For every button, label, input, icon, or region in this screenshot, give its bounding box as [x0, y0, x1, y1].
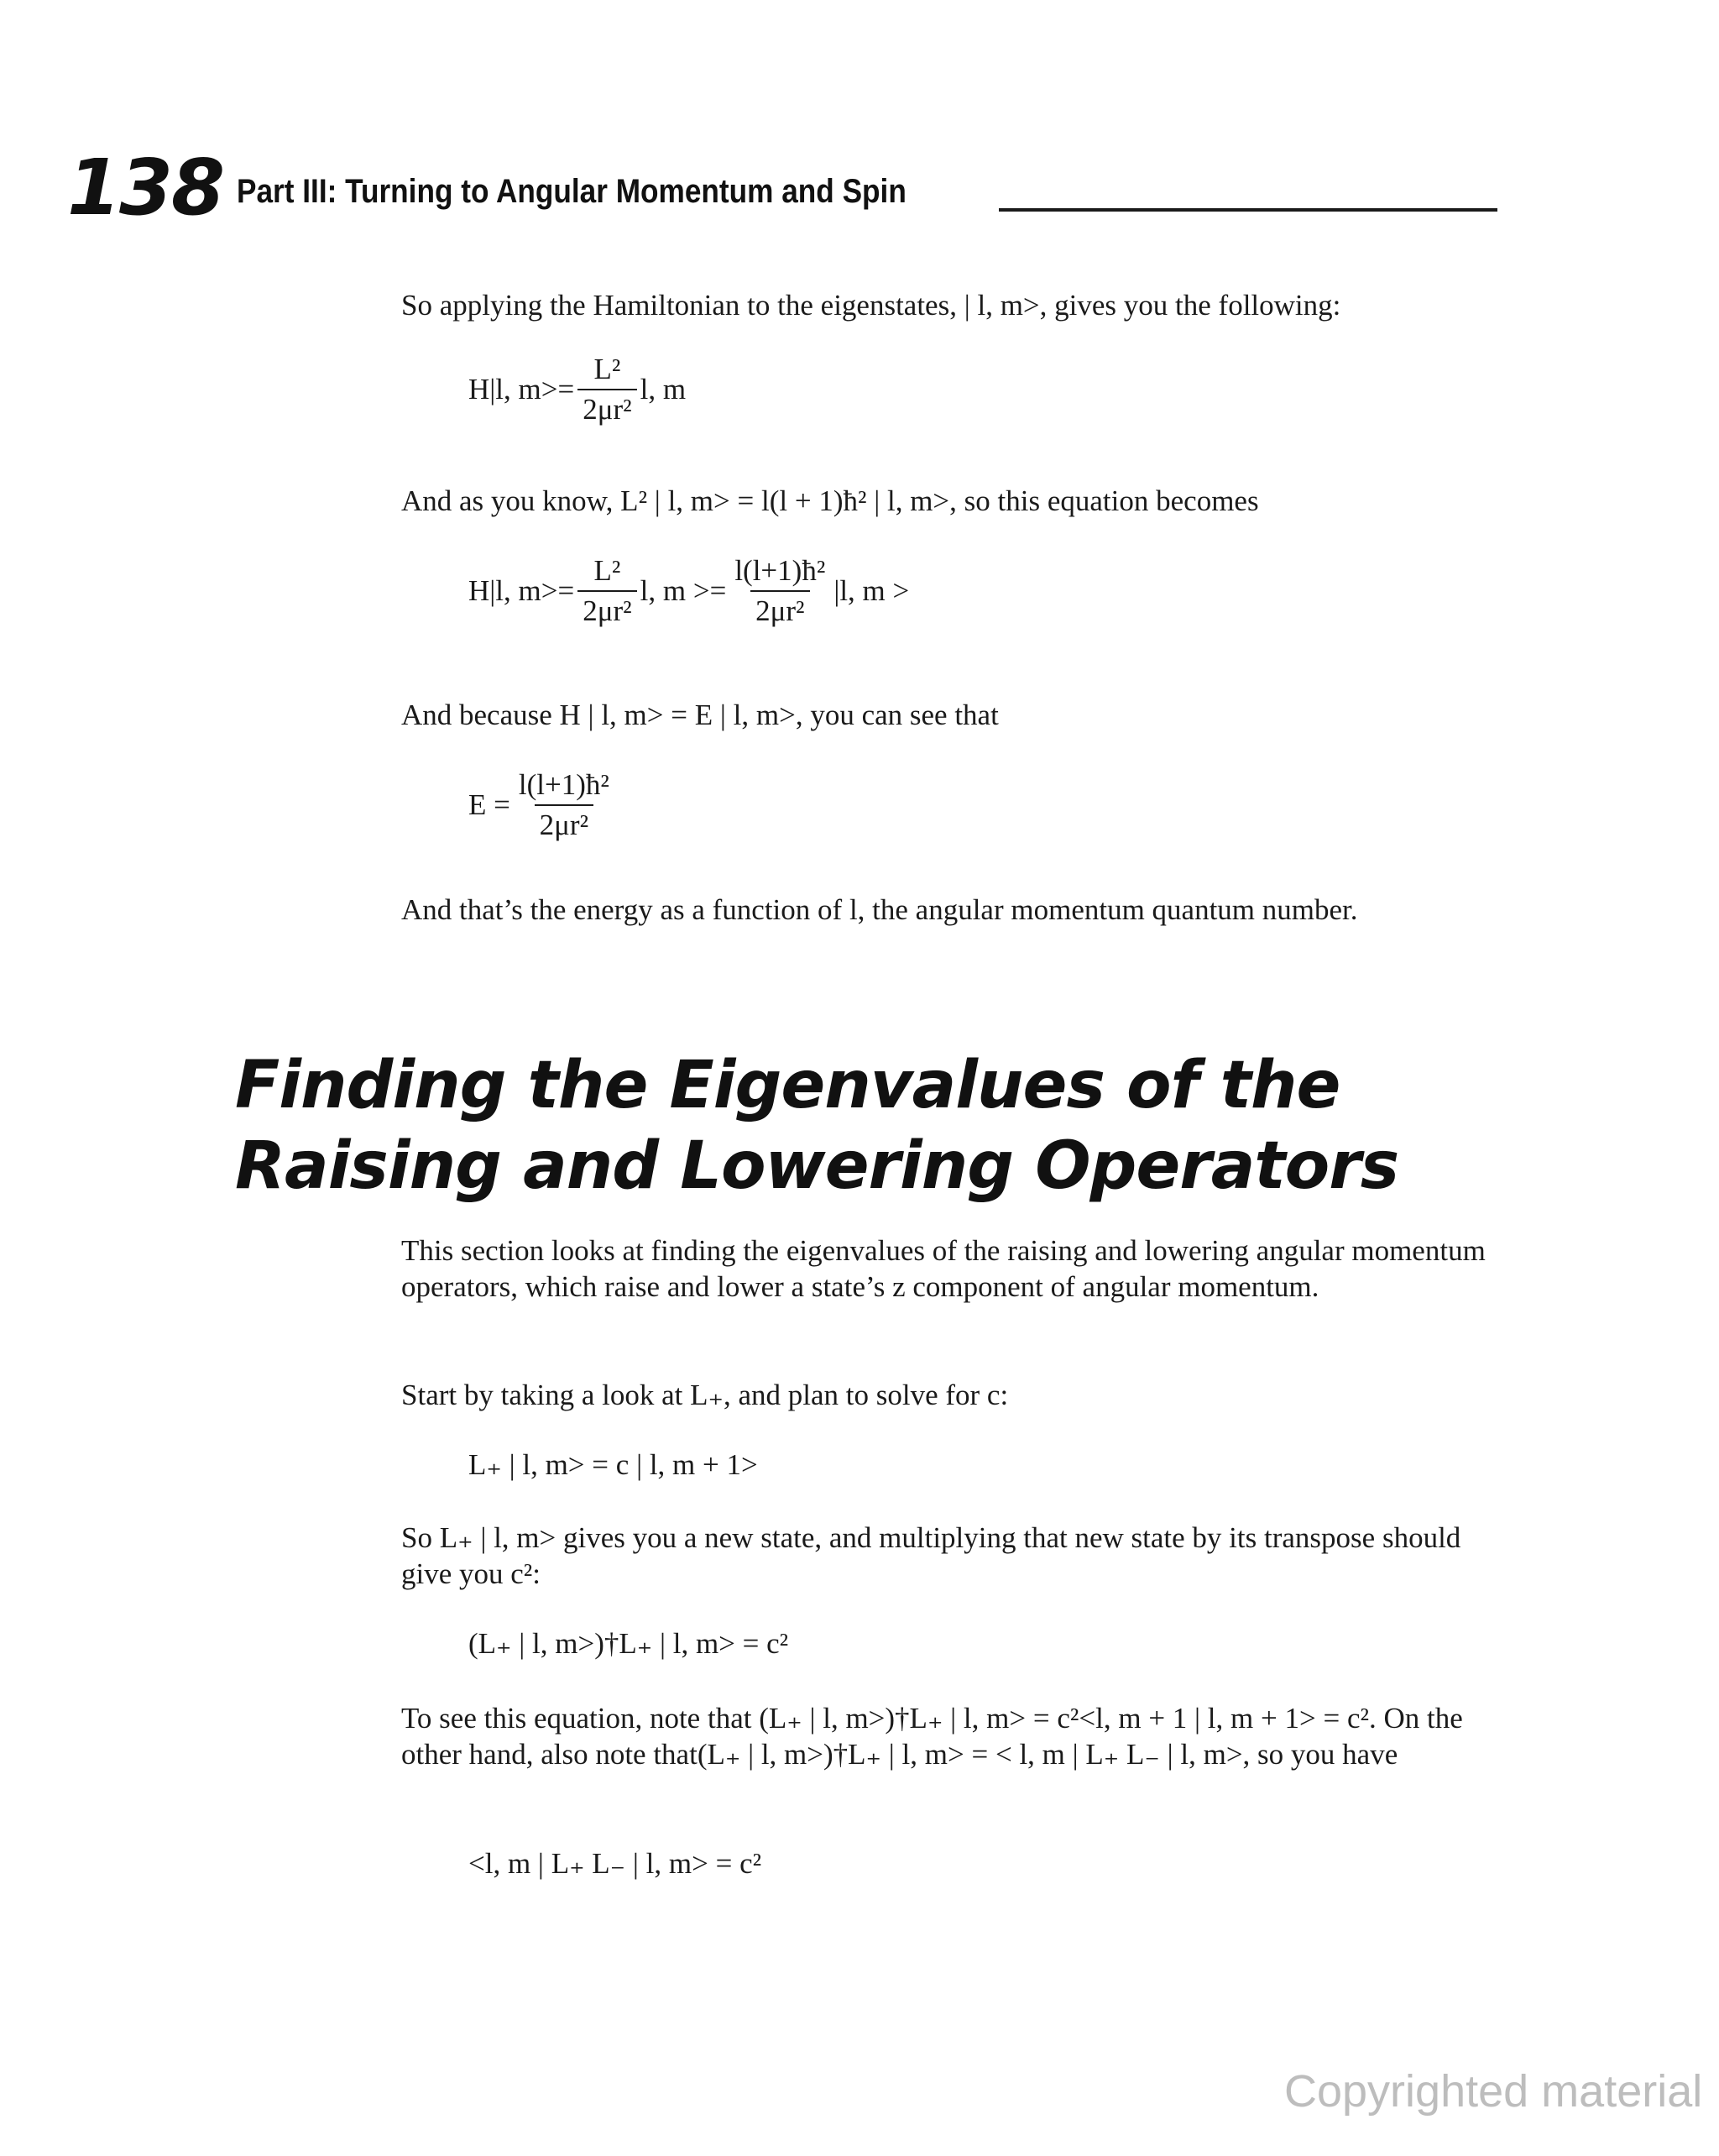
eq1-numerator: L²: [593, 353, 621, 385]
equation-energy: [468, 768, 618, 842]
eq2-numerator-2: l(l+1)ħ²: [734, 554, 826, 587]
eq2-fraction-2: [729, 554, 830, 628]
paragraph-transpose: So L₊ | l, m> gives you a new state, and multiplying that new state by its transpose should give you c²:: [401, 1521, 1461, 1590]
eq2-denominator-2: 2μr²: [750, 590, 809, 628]
equation-l-plus: L₊ | l, m> = c | l, m + 1>: [468, 1448, 758, 1481]
eq1-rhs: l, m: [640, 373, 687, 406]
equation-hamiltonian-expanded: [468, 554, 909, 628]
eq2-rhs: |l, m >: [833, 574, 910, 607]
eq2-numerator-1: L²: [593, 554, 621, 587]
equation-result: <l, m | L₊ L₋ | l, m> = c²: [468, 1847, 762, 1880]
paragraph-energy-eigen: And because H | l, m> = E | l, m>, you can see that: [401, 699, 999, 731]
watermark: Copyrighted material: [1284, 2066, 1703, 2117]
running-head: Part III: Turning to Angular Momentum and Spin: [237, 173, 907, 210]
paragraph-energy-function: And that’s the energy as a function of l, the angular momentum quantum number.: [401, 893, 1358, 926]
eq3-denominator: 2μr²: [535, 804, 593, 842]
eq3-lhs: E =: [468, 788, 510, 821]
equation-hamiltonian: [468, 353, 686, 426]
eq2-lhs: H|l, m>=: [468, 574, 575, 607]
eq3-fraction: [514, 768, 614, 842]
header-rule: [999, 208, 1497, 212]
eq1-denominator: 2μr²: [577, 389, 636, 426]
paragraph-l-squared: And as you know, L² | l, m> = l(l + 1)ħ² | l, m>, so this equation becomes: [401, 484, 1259, 517]
paragraph-section-intro: This section looks at finding the eigenvalues of the raising and lowering angular momentum operators, which raise and lower a state’s z component of angular momentum.: [401, 1234, 1486, 1303]
eq2-denominator-1: 2μr²: [577, 590, 636, 628]
paragraph-hamiltonian-intro: So applying the Hamiltonian to the eigenstates, | l, m>, gives you the following:: [401, 289, 1341, 322]
paragraph-start-l-plus: Start by taking a look at L₊, and plan to solve for c:: [401, 1379, 1009, 1411]
paragraph-see-equation: To see this equation, note that (L₊ | l, m>)†L₊ | l, m> = c²<l, m + 1 | l, m + 1> = c². On the other hand, also note that(L₊ | l, m>)†L₊ | l, m> = < l, m | L₊ L₋ | l, m>, so you have: [401, 1702, 1463, 1771]
eq2-middle: l, m >=: [640, 574, 727, 607]
eq3-numerator: l(l+1)ħ²: [518, 768, 609, 801]
eq2-fraction-1: [577, 554, 636, 628]
eq1-fraction: [577, 353, 636, 426]
eq1-lhs: H|l, m>=: [468, 373, 575, 406]
section-title: Finding the Eigenvalues of the Raising and Lowering Operators: [235, 1048, 1399, 1204]
equation-transpose: (L₊ | l, m>)†L₊ | l, m> = c²: [468, 1627, 789, 1660]
page-number: 138: [67, 143, 224, 233]
